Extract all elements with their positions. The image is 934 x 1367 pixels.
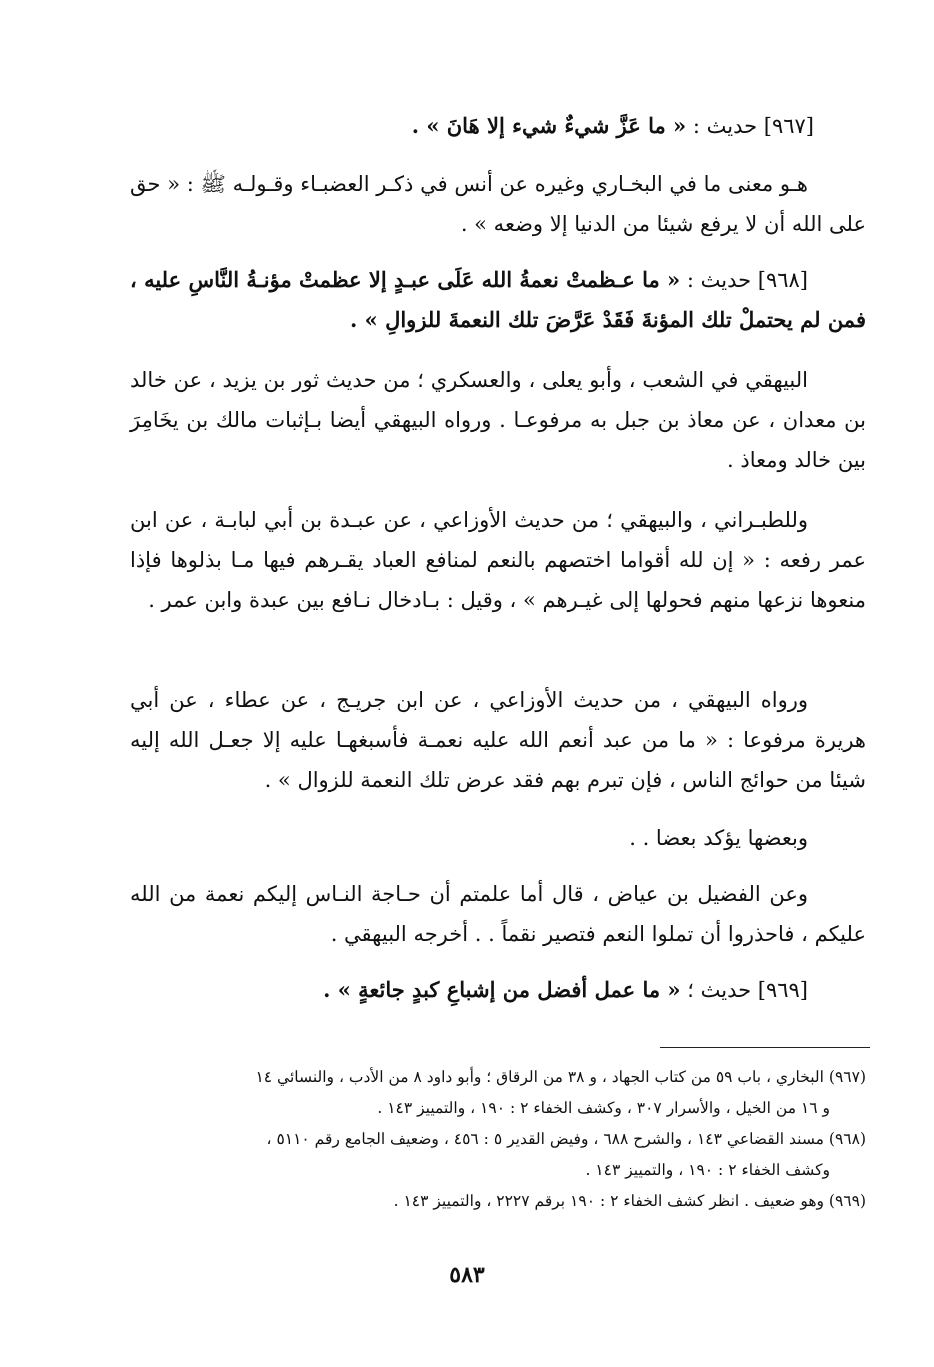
commentary-paragraph: هـو معنى ما في البخـاري وغيره عن أنس في ذكـر العضبـاء وقـولـه ﷺ : « حق على الله أن لا يرفع شيئا من الدنيا إلا وضعه » . xyxy=(130,172,866,236)
hadith-commentary-967 xyxy=(130,164,866,244)
footnote-967-continued: و ١٦ من الخيل ، والأسرار ٣٠٧ ، وكشف الخفاء ٢ : ١٩٠ ، والتمييز ١٤٣ . xyxy=(377,1099,830,1117)
page-number: ٥٨٣ xyxy=(449,1262,485,1288)
commentary-paragraph-4 xyxy=(130,818,866,858)
hadith-heading-967 xyxy=(130,106,866,146)
footnote-967: (٩٦٧) البخاري ، باب ٥٩ من كتاب الجهاد ، و ٣٨ من الرقاق ؛ وأبو داود ٨ من الأدب ، والنسائي ١٤ xyxy=(255,1068,866,1086)
commentary-paragraph-3 xyxy=(130,680,866,800)
commentary-paragraph-1 xyxy=(130,360,866,480)
hadith-number-label: [٩٦٧] حديث : xyxy=(692,114,814,138)
hadith-heading-968 xyxy=(130,260,866,340)
hadith-heading-969 xyxy=(130,970,866,1010)
commentary-text: وللطبـراني ، والبيهقي ؛ من حديث الأوزاعي ، عن عبـدة بن أبي لبابـة ، عن ابن عمر رفعه : « إن لله أقواما اختصهم بالنعم لمنافع العباد يقـرهم فيها مـا بذلوها فإذا منعوها نزعها منهم فحولها إلى غيـرهم » ، وقيل : بـادخال نـافع بين عبدة وابن عمر . xyxy=(130,508,866,612)
commentary-paragraph-2 xyxy=(130,500,866,620)
commentary-text: ورواه البيهقي ، من حديث الأوزاعي ، عن ابن جريـج ، عن عطاء ، عن أبي هريرة مرفوعا : « ما من عبد أنعم الله عليه نعمـة فأسبغهـا عليه إلا جعـل الله إليه شيئا من حوائج الناس ، فإن تبرم بهم فقد عرض تلك النعمة للزوال » . xyxy=(130,688,866,792)
commentary-paragraph-5 xyxy=(130,874,866,954)
footnotes xyxy=(130,1062,866,1217)
hadith-number-label: [٩٦٩] حديث ؛ xyxy=(687,978,808,1002)
footnote-969: (٩٦٩) وهو ضعيف . انظر كشف الخفاء ٢ : ١٩٠ برقم ٢٢٢٧ ، والتمييز ١٤٣ . xyxy=(393,1192,866,1210)
footnote-968-continued: وكشف الخفاء ٢ : ١٩٠ ، والتمييز ١٤٣ . xyxy=(585,1161,830,1179)
hadith-quote: « ما عَزَّ شيءٌ شيء إلا هَانَ » . xyxy=(411,113,687,138)
footnote-separator xyxy=(660,1047,870,1048)
footnote-968: (٩٦٨) مسند القضاعي ١٤٣ ، والشرح ٦٨٨ ، وفيض القدير ٥ : ٤٥٦ ، وضعيف الجامع رقم ٥١١٠ ، xyxy=(266,1130,866,1148)
hadith-number-label: [٩٦٨] حديث : xyxy=(686,268,808,292)
hadith-quote: « ما عمل أفضل من إشباعِ كبدٍ جائعةٍ » . xyxy=(323,977,681,1002)
hadith-quote: « ما عـظمتْ نعمةُ الله عَلَى عبـدٍ إلا عظمتْ مؤنـةُ النَّاسِ عليه ، فمن لم يحتملْ تلك المؤنةَ فَقَدْ عَرَّضَ تلك النعمةَ للزوالِ » . xyxy=(130,267,866,332)
commentary-text: البيهقي في الشعب ، وأبو يعلى ، والعسكري ؛ من حديث ثور بن يزيد ، عن خالد بن معدان ، عن معاذ بن جبل به مرفوعـا . ورواه البيهقي أيضا بـإثبات مالك بن يخَامِرَ بين خالد ومعاذ . xyxy=(130,368,866,472)
commentary-text: وبعضها يؤكد بعضا . . xyxy=(629,826,808,850)
commentary-text: وعن الفضيل بن عياض ، قال أما علمتم أن حـاجة النـاس إليكم نعمة من الله عليكم ، فاحذروا أن تملوا النعم فتصير نقماً . . أخرجه البيهقي . xyxy=(130,882,866,946)
